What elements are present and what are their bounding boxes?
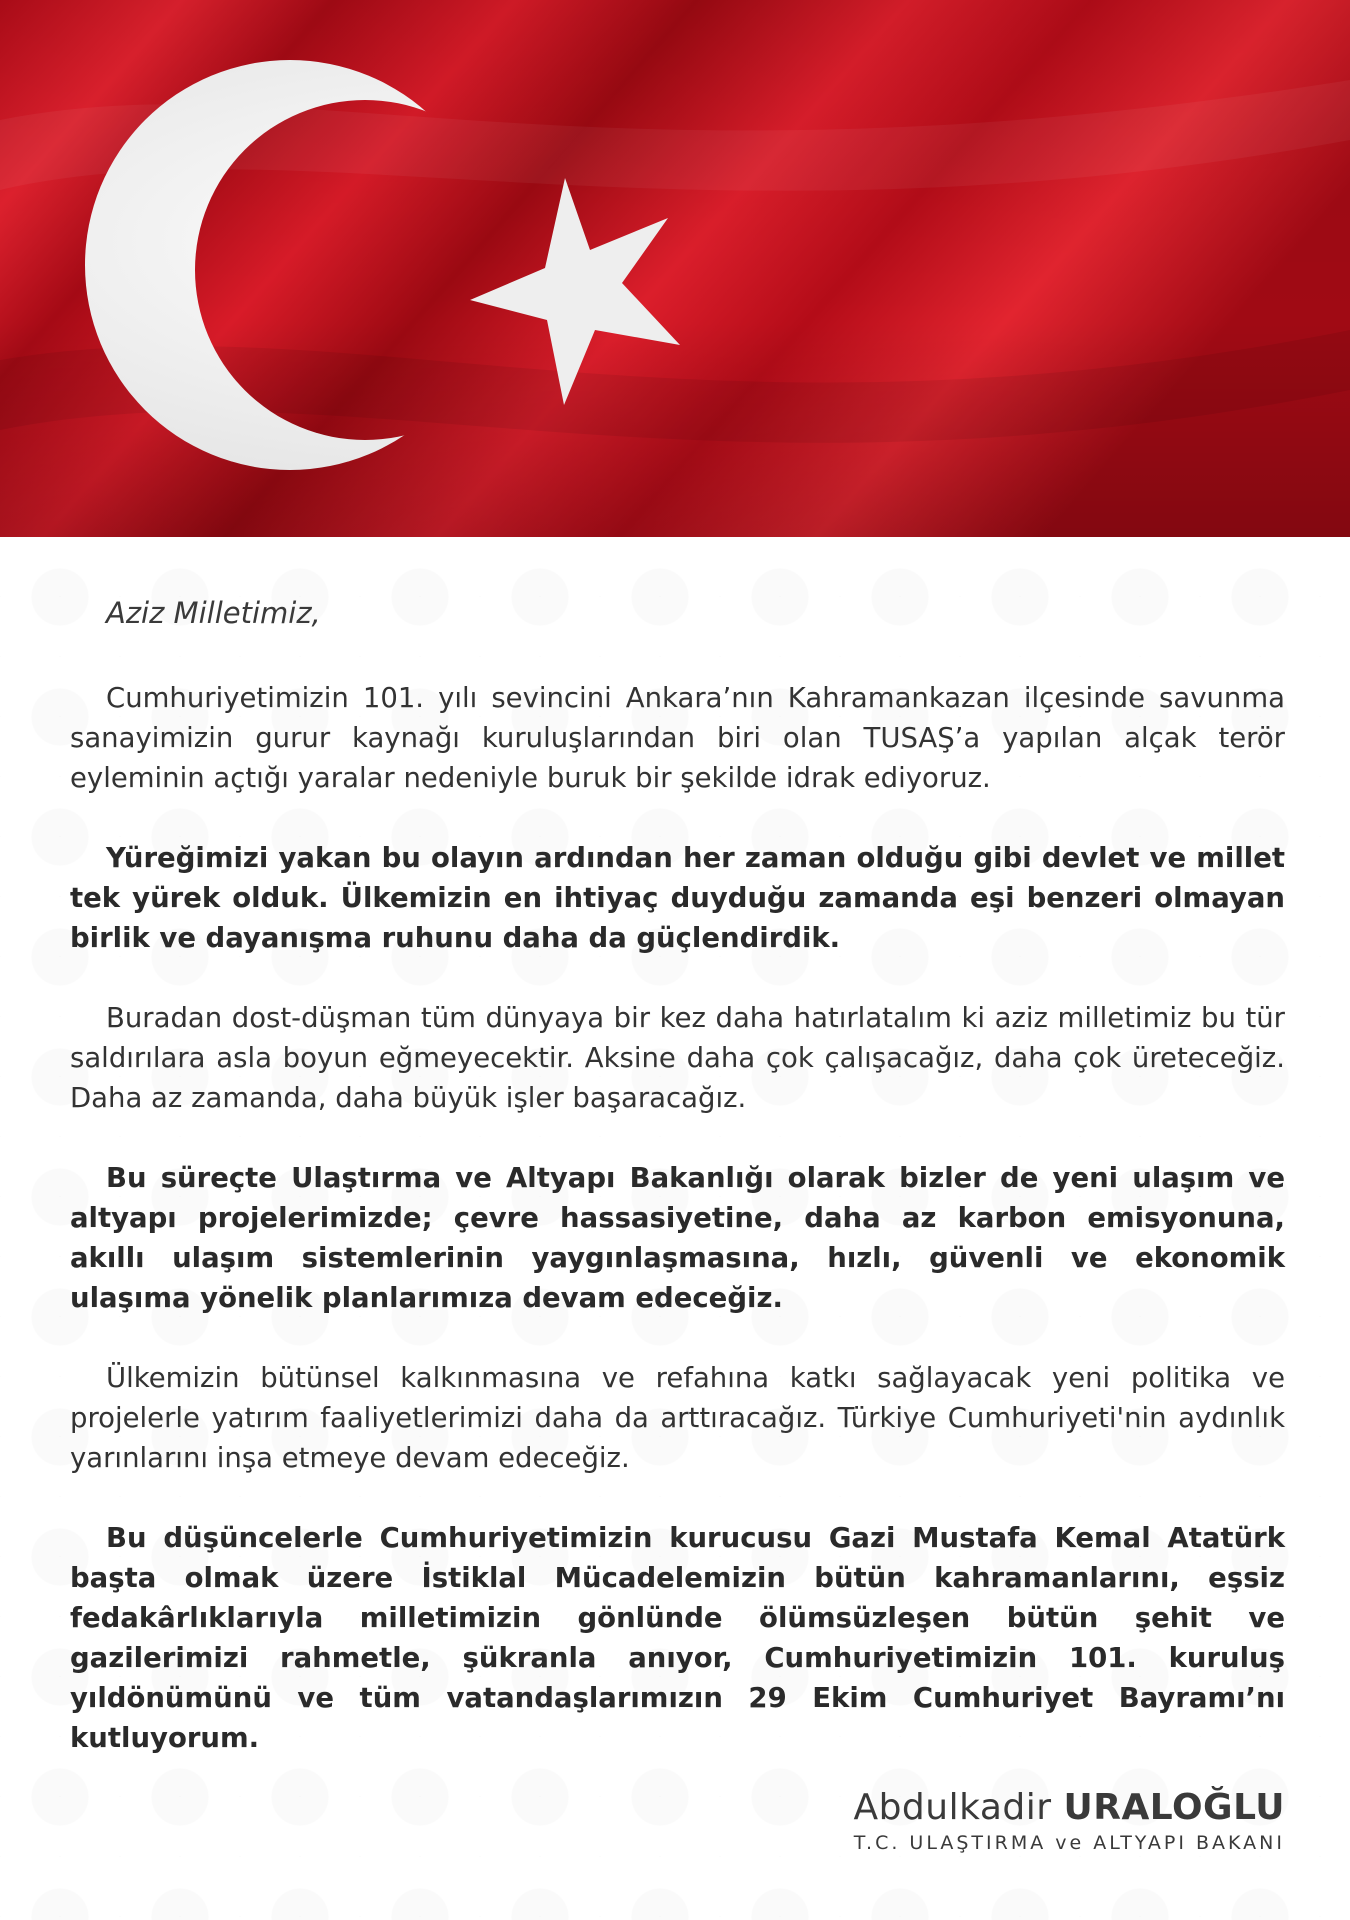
signatory-last-name: URALOĞLU (1063, 1787, 1285, 1828)
paragraph-2: Yüreğimizi yakan bu olayın ardından her zaman olduğu gibi devlet ve millet tek yürek olduk. Ülkemizin en ihtiyaç duyduğu zamanda eşi benzeri olmayan birlik ve dayanışma ruhunu daha da güçlendirdik. (70, 842, 1285, 954)
signatory-name (853, 1787, 1285, 1828)
paragraph-3: Buradan dost-düşman tüm dünyaya bir kez daha hatırlatalım ki aziz milletimiz bu tür saldırılara asla boyun eğmeyecektir. Aksine daha çok çalışacağız, daha çok üreteceğiz. Daha az zamanda, daha büyük işler başaracağız. (70, 1002, 1285, 1114)
signatory-first-name: Abdulkadir (853, 1787, 1052, 1828)
turkish-flag-banner (0, 0, 1350, 537)
letter-body (70, 596, 1285, 1798)
signature-block (853, 1787, 1285, 1854)
paragraph-6: Bu düşüncelerle Cumhuriyetimizin kurucusu Gazi Mustafa Kemal Atatürk başta olmak üzere İstiklal Mücadelemizin bütün kahramanlarını, eşsiz fedakârlıklarıyla milletimizin gönlünde ölümsüzleşen bütün şehit ve gazilerimizi rahmetle, şükranla anıyor, Cumhuriyetimizin 101. kuruluş yıldönümünü ve tüm vatandaşlarımızın 29 Ekim Cumhuriyet Bayramı’nı kutluyorum. (70, 1522, 1285, 1754)
salutation: Aziz Milletimiz, (106, 596, 321, 630)
crescent-emblem (0, 0, 1350, 537)
paragraph-4: Bu süreçte Ulaştırma ve Altyapı Bakanlığı olarak bizler de yeni ulaşım ve altyapı projelerimizde; çevre hassasiyetine, daha az karbon emisyonuna, akıllı ulaşım sistemlerinin yaygınlaşmasına, hızlı, güvenli ve ekonomik ulaşıma yönelik planlarımıza devam edeceğiz. (70, 1162, 1285, 1314)
paragraph-1: Cumhuriyetimizin 101. yılı sevincini Ankara’nın Kahramankazan ilçesinde savunma sanayimizin gurur kaynağı kuruluşlarından biri olan TUSAŞ’a yapılan alçak terör eyleminin açtığı yaralar nedeniyle buruk bir şekilde idrak ediyoruz. (70, 682, 1285, 794)
paragraph-5: Ülkemizin bütünsel kalkınmasına ve refahına katkı sağlayacak yeni politika ve projelerle yatırım faaliyetlerimizi daha da arttıracağız. Türkiye Cumhuriyeti'nin aydınlık yarınlarını inşa etmeye devam edeceğiz. (70, 1362, 1285, 1474)
signatory-title: T.C. ULAŞTIRMA ve ALTYAPI BAKANI (853, 1832, 1285, 1854)
